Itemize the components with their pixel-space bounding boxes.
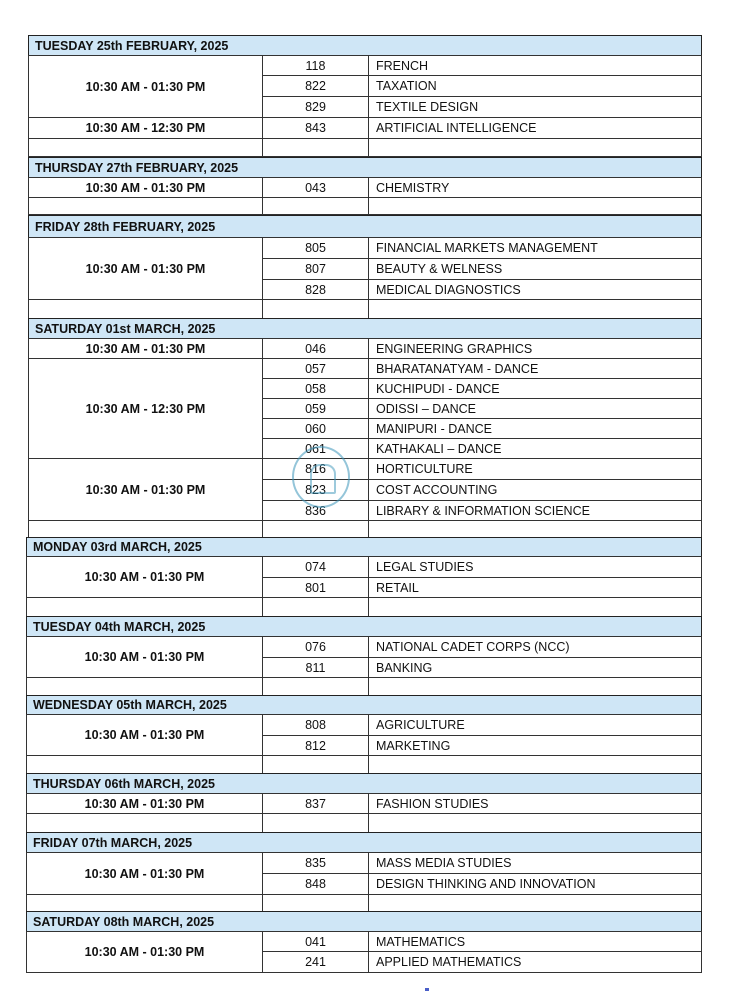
subject-code: 076	[262, 636, 369, 658]
day-header: WEDNESDAY 05th MARCH, 2025	[26, 695, 702, 715]
session-time: 10:30 AM - 12:30 PM	[28, 358, 263, 459]
subject-code: 823	[262, 479, 369, 501]
subject-code: 074	[262, 556, 369, 578]
subject-code: 811	[262, 657, 369, 678]
subject-code: 808	[262, 714, 369, 736]
subject-name: KUCHIPUDI - DANCE	[368, 378, 702, 399]
subject-code: 118	[262, 55, 369, 76]
blank-code-cell	[262, 299, 369, 319]
subject-name: FRENCH	[368, 55, 702, 76]
blank-subject-cell	[368, 138, 702, 157]
subject-name: HORTICULTURE	[368, 458, 702, 480]
subject-name: FINANCIAL MARKETS MANAGEMENT	[368, 237, 702, 259]
day-header: THURSDAY 27th FEBRUARY, 2025	[28, 157, 702, 178]
blank-code-cell	[262, 677, 369, 696]
subject-code: 829	[262, 96, 369, 118]
subject-name: BEAUTY & WELNESS	[368, 258, 702, 280]
blank-code-cell	[262, 520, 369, 538]
day-header: SATURDAY 08th MARCH, 2025	[26, 911, 702, 932]
subject-code: 060	[262, 418, 369, 439]
blank-subject-cell	[368, 894, 702, 912]
subject-code: 822	[262, 75, 369, 97]
blank-code-cell	[262, 894, 369, 912]
subject-name: MEDICAL DIAGNOSTICS	[368, 279, 702, 300]
session-time: 10:30 AM - 01:30 PM	[26, 931, 263, 973]
session-time: 10:30 AM - 01:30 PM	[26, 714, 263, 756]
session-time: 10:30 AM - 01:30 PM	[26, 793, 263, 814]
subject-code: 041	[262, 931, 369, 952]
subject-code: 043	[262, 177, 369, 198]
subject-name: MARKETING	[368, 735, 702, 756]
day-header: TUESDAY 04th MARCH, 2025	[26, 616, 702, 637]
day-header: MONDAY 03rd MARCH, 2025	[26, 537, 702, 557]
day-header: FRIDAY 07th MARCH, 2025	[26, 832, 702, 853]
subject-name: ENGINEERING GRAPHICS	[368, 338, 702, 359]
subject-code: 828	[262, 279, 369, 300]
subject-code: 848	[262, 873, 369, 895]
subject-name: LIBRARY & INFORMATION SCIENCE	[368, 500, 702, 521]
blank-time-cell	[26, 755, 263, 774]
subject-name: KATHAKALI – DANCE	[368, 438, 702, 459]
day-header: FRIDAY 28th FEBRUARY, 2025	[28, 215, 702, 238]
subject-code: 807	[262, 258, 369, 280]
day-header: THURSDAY 06th MARCH, 2025	[26, 773, 702, 794]
subject-name: APPLIED MATHEMATICS	[368, 951, 702, 973]
session-time: 10:30 AM - 01:30 PM	[26, 636, 263, 678]
subject-name: NATIONAL CADET CORPS (NCC)	[368, 636, 702, 658]
blank-code-cell	[262, 755, 369, 774]
session-time: 10:30 AM - 01:30 PM	[26, 556, 263, 598]
subject-name: MASS MEDIA STUDIES	[368, 852, 702, 874]
blank-time-cell	[28, 138, 263, 157]
session-time: 10:30 AM - 01:30 PM	[28, 338, 263, 359]
session-time: 10:30 AM - 01:30 PM	[28, 237, 263, 300]
session-time: 10:30 AM - 01:30 PM	[28, 458, 263, 521]
subject-name: AGRICULTURE	[368, 714, 702, 736]
blank-subject-cell	[368, 813, 702, 833]
blank-time-cell	[28, 197, 263, 215]
subject-code: 241	[262, 951, 369, 973]
subject-name: MATHEMATICS	[368, 931, 702, 952]
blank-code-cell	[262, 138, 369, 157]
subject-code: 057	[262, 358, 369, 379]
blank-code-cell	[262, 197, 369, 215]
subject-code: 837	[262, 793, 369, 814]
blank-time-cell	[26, 894, 263, 912]
blank-code-cell	[262, 597, 369, 617]
subject-name: LEGAL STUDIES	[368, 556, 702, 578]
blank-time-cell	[26, 813, 263, 833]
session-time: 10:30 AM - 12:30 PM	[28, 117, 263, 139]
subject-code: 061	[262, 438, 369, 459]
blank-time-cell	[26, 597, 263, 617]
subject-name: FASHION STUDIES	[368, 793, 702, 814]
blank-time-cell	[28, 520, 263, 538]
blank-subject-cell	[368, 677, 702, 696]
blank-subject-cell	[368, 299, 702, 319]
subject-name: BHARATANATYAM - DANCE	[368, 358, 702, 379]
subject-name: COST ACCOUNTING	[368, 479, 702, 501]
day-header: TUESDAY 25th FEBRUARY, 2025	[28, 35, 702, 56]
subject-code: 805	[262, 237, 369, 259]
subject-name: CHEMISTRY	[368, 177, 702, 198]
subject-code: 836	[262, 500, 369, 521]
session-time: 10:30 AM - 01:30 PM	[28, 55, 263, 118]
blank-subject-cell	[368, 597, 702, 617]
subject-code: 801	[262, 577, 369, 598]
blank-time-cell	[26, 677, 263, 696]
subject-name: TAXATION	[368, 75, 702, 97]
subject-code: 812	[262, 735, 369, 756]
subject-name: TEXTILE DESIGN	[368, 96, 702, 118]
subject-name: ODISSI – DANCE	[368, 398, 702, 419]
subject-code: 843	[262, 117, 369, 139]
subject-code: 046	[262, 338, 369, 359]
scan-mark	[425, 988, 429, 991]
blank-code-cell	[262, 813, 369, 833]
day-header: SATURDAY 01st MARCH, 2025	[28, 318, 702, 339]
session-time: 10:30 AM - 01:30 PM	[26, 852, 263, 895]
session-time: 10:30 AM - 01:30 PM	[28, 177, 263, 198]
subject-code: 835	[262, 852, 369, 874]
subject-name: ARTIFICIAL INTELLIGENCE	[368, 117, 702, 139]
subject-code: 816	[262, 458, 369, 480]
subject-code: 058	[262, 378, 369, 399]
blank-subject-cell	[368, 755, 702, 774]
subject-name: MANIPURI - DANCE	[368, 418, 702, 439]
subject-name: BANKING	[368, 657, 702, 678]
blank-subject-cell	[368, 197, 702, 215]
blank-time-cell	[28, 299, 263, 319]
blank-subject-cell	[368, 520, 702, 538]
subject-code: 059	[262, 398, 369, 419]
subject-name: DESIGN THINKING AND INNOVATION	[368, 873, 702, 895]
subject-name: RETAIL	[368, 577, 702, 598]
